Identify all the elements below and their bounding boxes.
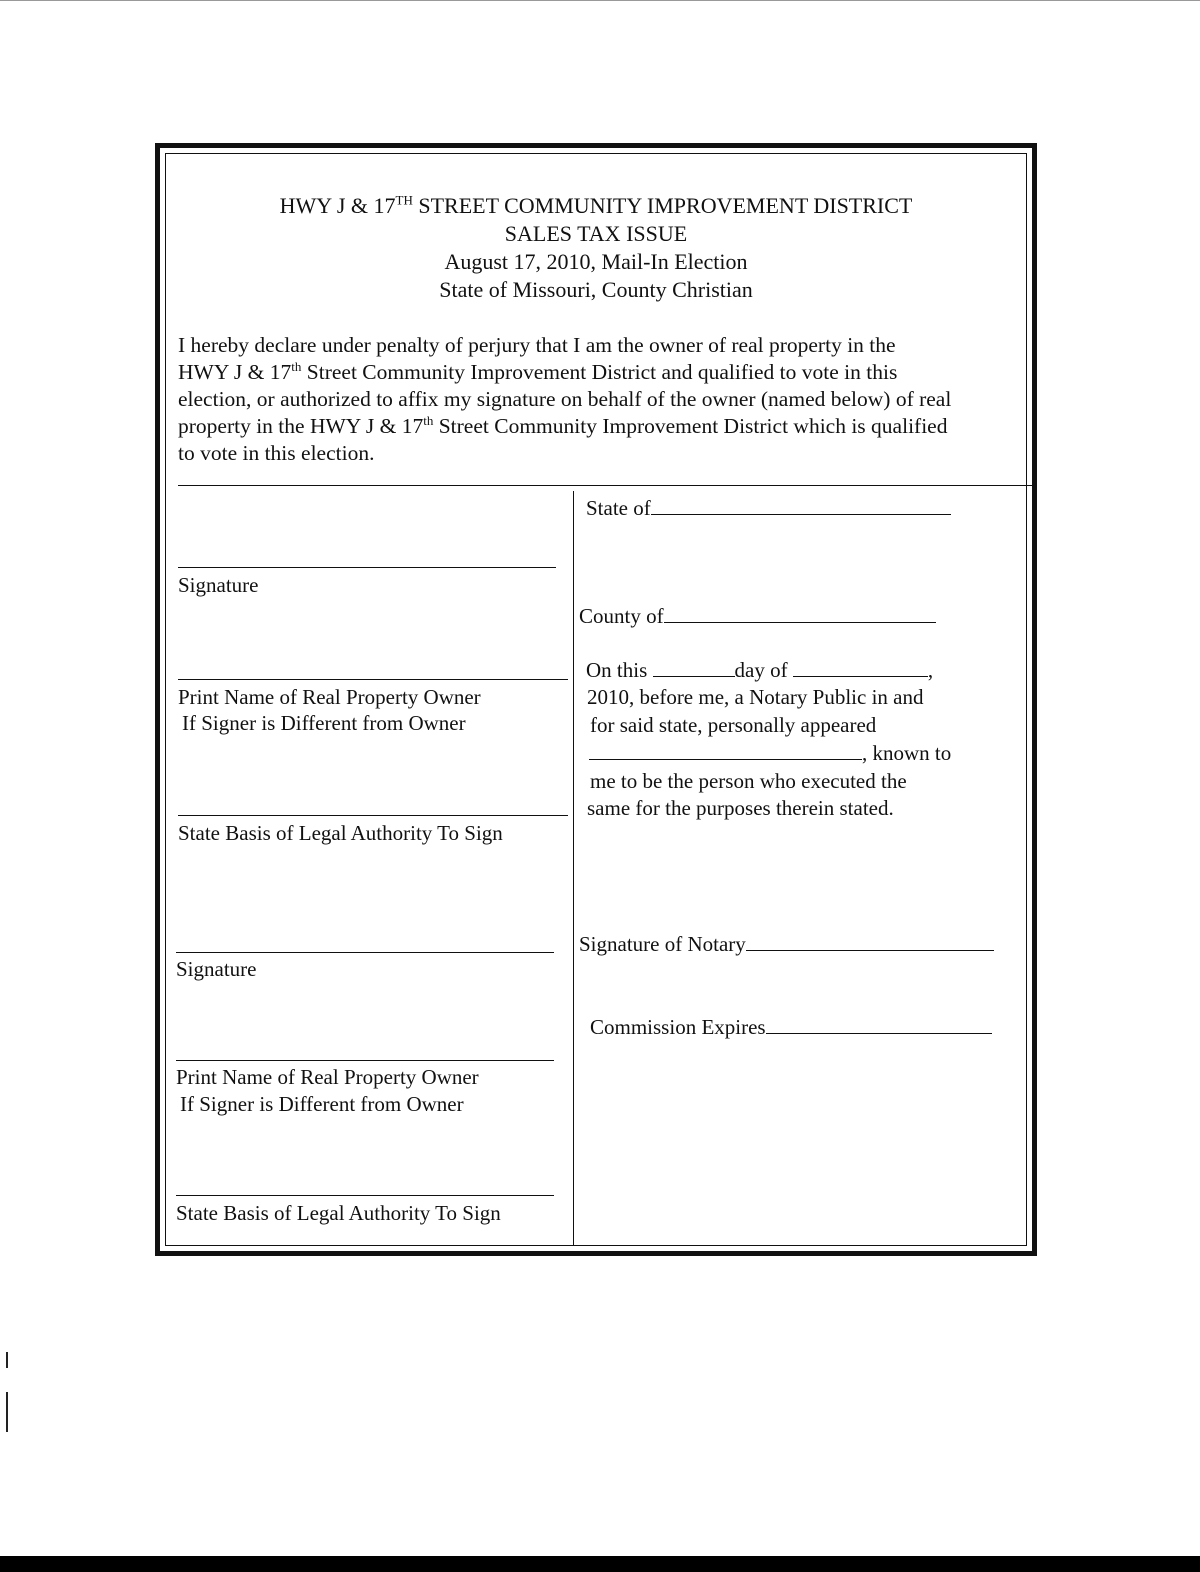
if-signer-label-1: If Signer is Different from Owner <box>182 711 466 735</box>
commission-expires-label: Commission Expires <box>590 1015 766 1039</box>
signature-label-2: Signature <box>176 957 257 981</box>
legal-authority-label-2: State Basis of Legal Authority To Sign <box>176 1201 501 1225</box>
print-name-label-2: Print Name of Real Property Owner <box>176 1065 479 1089</box>
print-name-line-1[interactable] <box>178 679 568 680</box>
declaration-line: to vote in this election. <box>178 441 375 465</box>
day-blank[interactable] <box>653 658 735 677</box>
notary-appeared-line <box>589 740 951 766</box>
county-of-label: County of <box>579 604 664 628</box>
form-frame <box>155 143 1037 1256</box>
print-name-line-2[interactable] <box>176 1060 554 1061</box>
notary-text-line: same for the purposes therein stated. <box>587 796 894 820</box>
declaration-line: election, or authorized to affix my signature on behalf of the owner (named below) of real <box>178 387 952 411</box>
signature-of-notary-label: Signature of Notary <box>579 932 746 956</box>
signature-line-2[interactable] <box>176 952 554 953</box>
if-signer-label-2: If Signer is Different from Owner <box>180 1092 464 1116</box>
signature-of-notary-field <box>579 931 994 957</box>
scan-mark <box>6 1352 8 1368</box>
signature-label-1: Signature <box>178 573 259 597</box>
print-name-label-1: Print Name of Real Property Owner <box>178 685 481 709</box>
header-election-date: August 17, 2010, Mail-In Election <box>444 249 748 274</box>
legal-authority-line-2[interactable] <box>176 1195 554 1196</box>
section-divider <box>178 485 1033 486</box>
declaration-line: HWY J & 17th Street Community Improvement District and qualified to vote in this <box>178 358 898 384</box>
state-of-blank[interactable] <box>651 496 951 515</box>
state-of-field <box>586 495 951 521</box>
form-frame-inner <box>165 153 1027 1246</box>
county-of-field <box>579 603 936 629</box>
appeared-name-blank[interactable] <box>589 741 862 760</box>
state-of-label: State of <box>586 496 651 520</box>
signature-of-notary-blank[interactable] <box>746 932 994 951</box>
notary-on-this-line <box>586 657 933 683</box>
known-to-label: , known to <box>862 741 952 765</box>
header-title: HWY J & 17TH STREET COMMUNITY IMPROVEMENT DISTRICT <box>279 192 913 218</box>
day-of-label: day of <box>734 658 788 682</box>
scan-bottom-edge <box>0 1556 1200 1572</box>
notary-text-line: 2010, before me, a Notary Public in and <box>587 685 924 709</box>
scan-mark <box>6 1392 8 1432</box>
notary-text-line: me to be the person who executed the <box>590 769 907 793</box>
legal-authority-label-1: State Basis of Legal Authority To Sign <box>178 821 503 845</box>
signature-line-1[interactable] <box>178 567 556 568</box>
header-jurisdiction: State of Missouri, County Christian <box>439 277 753 302</box>
month-blank[interactable] <box>793 658 928 677</box>
notary-text-line: for said state, personally appeared <box>590 713 877 737</box>
comma-text: , <box>927 658 934 682</box>
commission-expires-field <box>590 1014 992 1040</box>
declaration-line: property in the HWY J & 17th Street Community Improvement District which is qualified <box>178 412 948 438</box>
column-divider <box>573 491 574 1246</box>
declaration-text <box>178 332 1033 467</box>
commission-expires-blank[interactable] <box>766 1015 992 1034</box>
legal-authority-line-1[interactable] <box>178 815 568 816</box>
form-header <box>166 192 1026 304</box>
declaration-line: I hereby declare under penalty of perjury that I am the owner of real property in the <box>178 333 896 357</box>
on-this-label: On this <box>586 658 648 682</box>
header-subtitle: SALES TAX ISSUE <box>504 221 688 246</box>
scan-top-edge <box>0 0 1200 9</box>
county-of-blank[interactable] <box>664 604 936 623</box>
